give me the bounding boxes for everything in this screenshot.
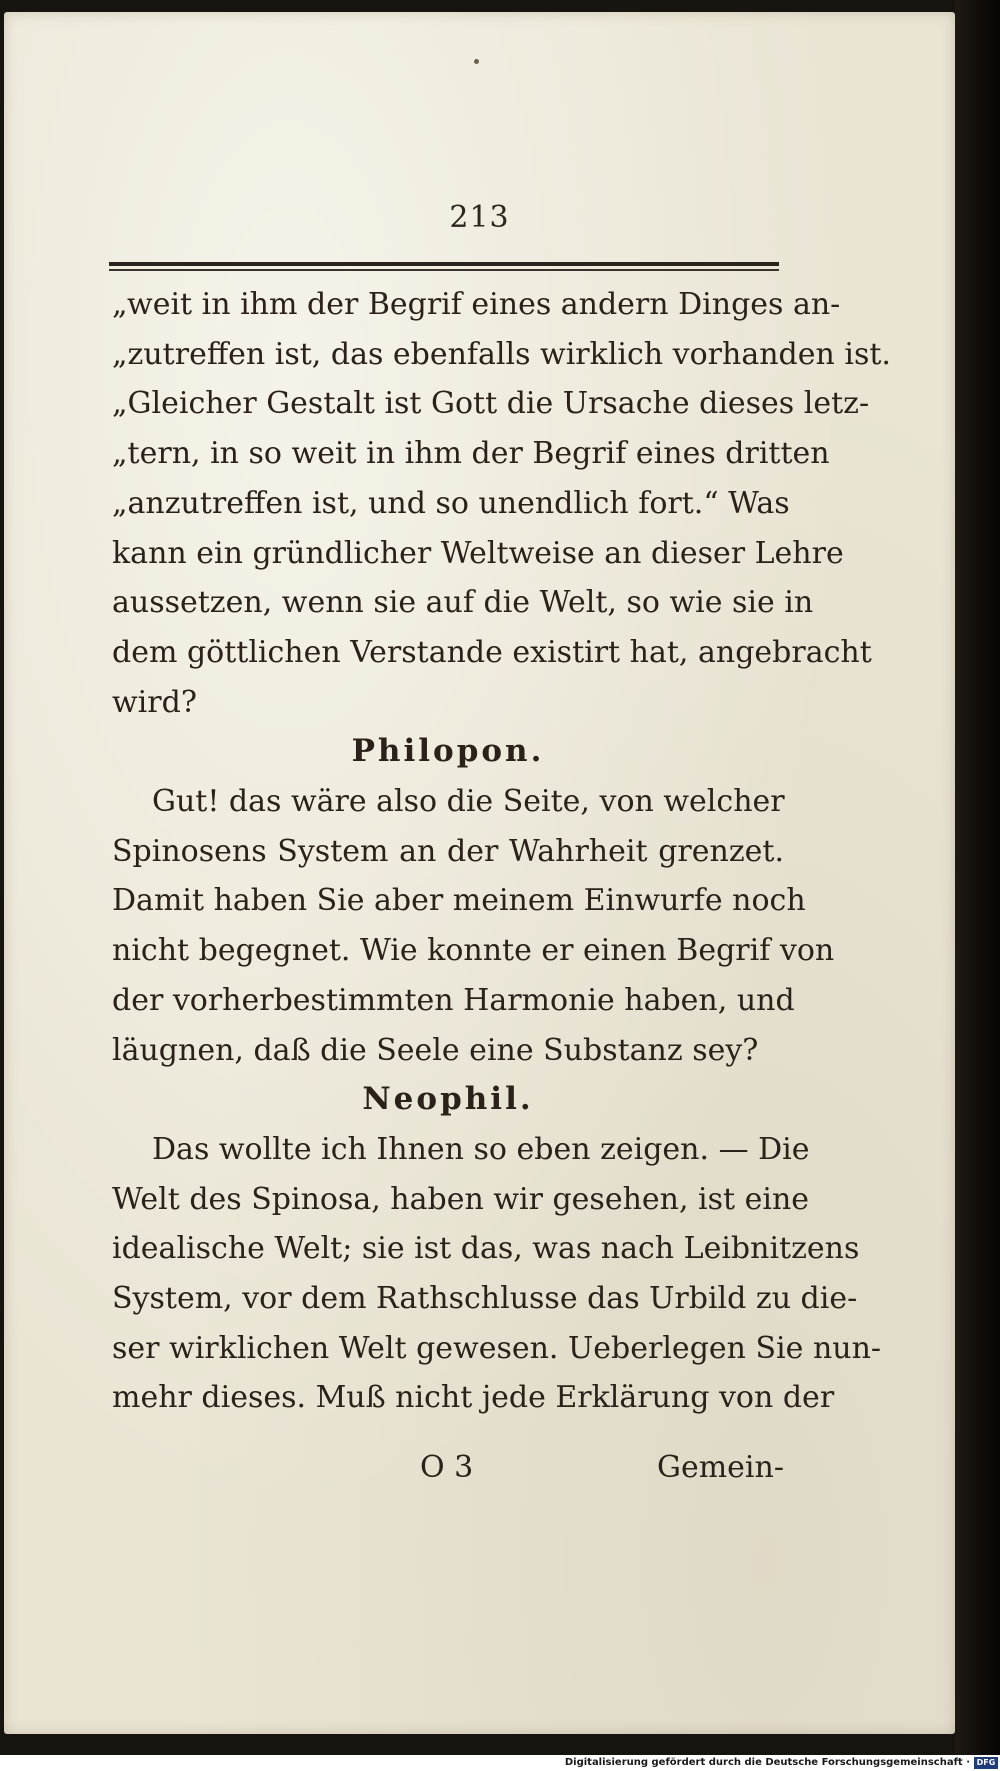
digitization-credit: Digitalisierung gefördert durch die Deutsche Forschungsgemeinschaft · (564, 1757, 970, 1768)
text-line: nicht begegnet. Wie konnte er einen Begrif von (112, 933, 835, 969)
text-line: Damit haben Sie aber meinem Einwurfe noch (112, 883, 806, 919)
text-line: mehr dieses. Muß nicht jede Erklärung von der (112, 1380, 835, 1416)
text-line: System, vor dem Rathschlusse das Urbild zu die- (112, 1281, 858, 1317)
text-line: „Gleicher Gestalt ist Gott die Ursache dieses letz- (112, 386, 870, 422)
paper-speck (474, 59, 479, 64)
speaker-heading-neophil: Neophil. (362, 1081, 534, 1118)
dfg-logo-icon: DFG (974, 1757, 998, 1769)
catchword: Gemein- (657, 1450, 784, 1485)
scan-background-right (955, 0, 1000, 1771)
text-line: „anzutreffen ist, und so unendlich fort.“ Was (112, 485, 790, 521)
text-line: kann ein gründlicher Weltweise an dieser Lehre (112, 535, 844, 571)
signature-mark: O 3 (420, 1450, 474, 1485)
text-line: der vorherbestimmten Harmonie haben, und (112, 982, 795, 1018)
text-line: Das wollte ich Ihnen so eben zeigen. — Die (152, 1131, 810, 1167)
text-line: Gut! das wäre also die Seite, von welcher (152, 784, 785, 820)
book-page (4, 12, 955, 1734)
text-line: „tern, in so weit in ihm der Begrif eines dritten (112, 436, 830, 472)
digitization-credit-bar (0, 1755, 1000, 1771)
body-text (112, 280, 891, 1423)
text-line: idealische Welt; sie ist das, was nach Leibnitzens (112, 1231, 860, 1267)
speaker-heading-philopon: Philopon. (351, 733, 545, 770)
text-line: „weit in ihm der Begrif eines andern Dinges an- (112, 287, 841, 322)
text-line: Spinosens System an der Wahrheit grenzet. (112, 833, 784, 869)
text-line: läugnen, daß die Seele eine Substanz sey? (112, 1032, 759, 1068)
text-line: dem göttlichen Verstande existirt hat, angebracht (112, 634, 872, 670)
text-line: „zutreffen ist, das ebenfalls wirklich vorhanden ist. (112, 336, 891, 372)
header-rule-thin (109, 269, 779, 271)
page-footer (112, 1450, 784, 1500)
text-line: wird? (112, 684, 197, 720)
page-number: 213 (449, 200, 510, 235)
text-line: aussetzen, wenn sie auf die Welt, so wie sie in (112, 585, 814, 621)
header-rule-thick (109, 262, 779, 266)
text-line: ser wirklichen Welt gewesen. Ueberlegen Sie nun- (112, 1330, 882, 1366)
header-rule (109, 262, 779, 272)
text-line: Welt des Spinosa, haben wir gesehen, ist eine (112, 1181, 810, 1217)
